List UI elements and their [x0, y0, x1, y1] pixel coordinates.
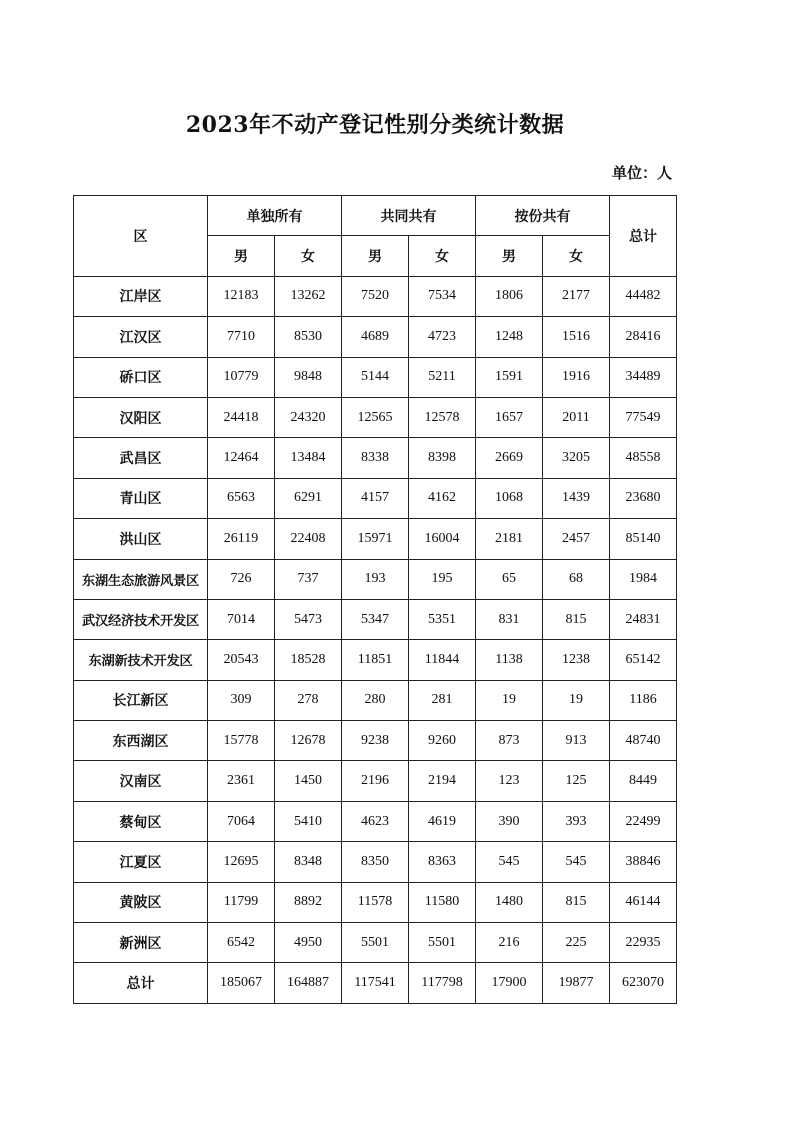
cell-share-male: 2669 [476, 438, 543, 478]
cell-sole-female: 8530 [275, 317, 342, 357]
cell-share-male: 216 [476, 923, 543, 963]
cell-sole-male: 20543 [208, 640, 275, 680]
table-row [74, 721, 677, 761]
cell-joint-male: 11578 [342, 882, 409, 922]
table-row [74, 882, 677, 922]
cell-joint-female: 4619 [409, 801, 476, 841]
cell-sole-female: 18528 [275, 640, 342, 680]
cell-share-male: 390 [476, 801, 543, 841]
district-name: 新洲区 [74, 923, 208, 963]
cell-share-male: 123 [476, 761, 543, 801]
cell-joint-female: 5211 [409, 357, 476, 397]
table-row [74, 801, 677, 841]
cell-sole-male: 2361 [208, 761, 275, 801]
cell-total: 46144 [610, 882, 677, 922]
cell-share-female: 1516 [543, 317, 610, 357]
district-name: 东湖生态旅游风景区 [74, 559, 208, 599]
cell-joint-male: 5501 [342, 923, 409, 963]
cell-joint-female: 5351 [409, 599, 476, 639]
cell-sole-male: 11799 [208, 882, 275, 922]
cell-share-male: 1138 [476, 640, 543, 680]
table-row [74, 842, 677, 882]
cell-share-female: 815 [543, 599, 610, 639]
cell-total: 8449 [610, 761, 677, 801]
cell-share-female: 913 [543, 721, 610, 761]
cell-joint-female: 11580 [409, 882, 476, 922]
cell-share-female: 2011 [543, 397, 610, 437]
cell-joint-female: 8363 [409, 842, 476, 882]
cell-joint-female: 9260 [409, 721, 476, 761]
cell-share-male: 65 [476, 559, 543, 599]
cell-joint-male: 117541 [342, 963, 409, 1003]
district-name: 黄陂区 [74, 882, 208, 922]
cell-share-female: 1439 [543, 478, 610, 518]
cell-joint-female: 16004 [409, 519, 476, 559]
header-row-1 [74, 196, 677, 236]
header-joint-ownership: 共同共有 [342, 196, 476, 236]
district-name: 武昌区 [74, 438, 208, 478]
cell-sole-male: 24418 [208, 397, 275, 437]
cell-sole-female: 1450 [275, 761, 342, 801]
table-row [74, 438, 677, 478]
cell-share-female: 1916 [543, 357, 610, 397]
cell-share-female: 2177 [543, 276, 610, 316]
header-male: 男 [208, 236, 275, 276]
cell-sole-female: 6291 [275, 478, 342, 518]
cell-share-female: 393 [543, 801, 610, 841]
cell-sole-male: 12464 [208, 438, 275, 478]
cell-joint-male: 4689 [342, 317, 409, 357]
cell-sole-female: 5410 [275, 801, 342, 841]
cell-joint-female: 5501 [409, 923, 476, 963]
cell-joint-male: 2196 [342, 761, 409, 801]
district-name: 硚口区 [74, 357, 208, 397]
district-name: 洪山区 [74, 519, 208, 559]
district-name: 青山区 [74, 478, 208, 518]
cell-share-male: 19 [476, 680, 543, 720]
district-name: 长江新区 [74, 680, 208, 720]
cell-joint-male: 280 [342, 680, 409, 720]
cell-sole-female: 22408 [275, 519, 342, 559]
cell-joint-male: 12565 [342, 397, 409, 437]
cell-share-male: 1068 [476, 478, 543, 518]
table-row [74, 599, 677, 639]
table-row [74, 357, 677, 397]
cell-sole-male: 6563 [208, 478, 275, 518]
cell-total: 77549 [610, 397, 677, 437]
table-body [74, 276, 677, 1003]
cell-sole-female: 4950 [275, 923, 342, 963]
cell-share-male: 545 [476, 842, 543, 882]
cell-share-male: 1480 [476, 882, 543, 922]
cell-share-male: 873 [476, 721, 543, 761]
cell-sole-female: 737 [275, 559, 342, 599]
cell-share-female: 19877 [543, 963, 610, 1003]
cell-total: 48740 [610, 721, 677, 761]
cell-joint-male: 4157 [342, 478, 409, 518]
cell-sole-female: 9848 [275, 357, 342, 397]
header-district: 区 [74, 196, 208, 277]
cell-total: 65142 [610, 640, 677, 680]
cell-sole-female: 5473 [275, 599, 342, 639]
cell-sole-male: 12695 [208, 842, 275, 882]
header-total: 总计 [610, 196, 677, 277]
header-male: 男 [342, 236, 409, 276]
cell-joint-male: 9238 [342, 721, 409, 761]
cell-share-female: 125 [543, 761, 610, 801]
cell-joint-male: 8338 [342, 438, 409, 478]
header-male: 男 [476, 236, 543, 276]
cell-sole-female: 13262 [275, 276, 342, 316]
table-row [74, 761, 677, 801]
cell-share-female: 3205 [543, 438, 610, 478]
cell-total: 1186 [610, 680, 677, 720]
district-name: 江汉区 [74, 317, 208, 357]
cell-sole-male: 7064 [208, 801, 275, 841]
cell-sole-male: 12183 [208, 276, 275, 316]
cell-total: 48558 [610, 438, 677, 478]
cell-joint-male: 15971 [342, 519, 409, 559]
header-female: 女 [409, 236, 476, 276]
district-name: 江夏区 [74, 842, 208, 882]
district-name: 蔡甸区 [74, 801, 208, 841]
cell-share-female: 545 [543, 842, 610, 882]
cell-total: 23680 [610, 478, 677, 518]
table-row [74, 680, 677, 720]
cell-joint-male: 11851 [342, 640, 409, 680]
page-title: 2023年不动产登记性别分类统计数据 [185, 112, 565, 138]
cell-joint-male: 5144 [342, 357, 409, 397]
cell-share-male: 831 [476, 599, 543, 639]
cell-share-female: 1238 [543, 640, 610, 680]
table-row [74, 923, 677, 963]
cell-sole-male: 15778 [208, 721, 275, 761]
cell-total: 24831 [610, 599, 677, 639]
cell-joint-female: 12578 [409, 397, 476, 437]
cell-sole-female: 164887 [275, 963, 342, 1003]
district-name: 武汉经济技术开发区 [74, 599, 208, 639]
cell-joint-female: 7534 [409, 276, 476, 316]
cell-sole-male: 309 [208, 680, 275, 720]
cell-share-male: 1248 [476, 317, 543, 357]
cell-joint-female: 2194 [409, 761, 476, 801]
cell-total: 22935 [610, 923, 677, 963]
cell-total: 22499 [610, 801, 677, 841]
cell-share-male: 17900 [476, 963, 543, 1003]
district-name: 江岸区 [74, 276, 208, 316]
cell-sole-male: 7710 [208, 317, 275, 357]
cell-joint-female: 195 [409, 559, 476, 599]
cell-sole-female: 278 [275, 680, 342, 720]
district-name: 汉南区 [74, 761, 208, 801]
table-row [74, 640, 677, 680]
cell-sole-male: 7014 [208, 599, 275, 639]
header-sole-ownership: 单独所有 [208, 196, 342, 236]
unit-label: 单位：人 [611, 164, 672, 182]
cell-joint-female: 4723 [409, 317, 476, 357]
cell-joint-male: 7520 [342, 276, 409, 316]
table-row [74, 519, 677, 559]
cell-joint-female: 281 [409, 680, 476, 720]
header-female: 女 [543, 236, 610, 276]
cell-sole-male: 26119 [208, 519, 275, 559]
table-row [74, 478, 677, 518]
cell-total: 85140 [610, 519, 677, 559]
table-row [74, 559, 677, 599]
cell-share-male: 1657 [476, 397, 543, 437]
cell-joint-male: 4623 [342, 801, 409, 841]
cell-joint-male: 193 [342, 559, 409, 599]
cell-sole-male: 6542 [208, 923, 275, 963]
cell-share-female: 68 [543, 559, 610, 599]
table-row [74, 276, 677, 316]
table-row [74, 397, 677, 437]
district-name: 汉阳区 [74, 397, 208, 437]
district-name: 东湖新技术开发区 [74, 640, 208, 680]
cell-total: 38846 [610, 842, 677, 882]
cell-sole-male: 726 [208, 559, 275, 599]
cell-sole-male: 185067 [208, 963, 275, 1003]
cell-share-female: 19 [543, 680, 610, 720]
cell-total: 34489 [610, 357, 677, 397]
cell-sole-female: 24320 [275, 397, 342, 437]
cell-joint-female: 11844 [409, 640, 476, 680]
cell-sole-female: 12678 [275, 721, 342, 761]
cell-sole-female: 13484 [275, 438, 342, 478]
cell-total: 28416 [610, 317, 677, 357]
district-name: 东西湖区 [74, 721, 208, 761]
header-female: 女 [275, 236, 342, 276]
cell-joint-female: 117798 [409, 963, 476, 1003]
cell-share-male: 1806 [476, 276, 543, 316]
cell-sole-female: 8348 [275, 842, 342, 882]
cell-joint-female: 4162 [409, 478, 476, 518]
statistics-table [73, 195, 677, 1004]
cell-total: 623070 [610, 963, 677, 1003]
cell-share-female: 225 [543, 923, 610, 963]
cell-share-female: 815 [543, 882, 610, 922]
district-name: 总计 [74, 963, 208, 1003]
totals-row [74, 963, 677, 1003]
cell-share-male: 1591 [476, 357, 543, 397]
cell-sole-male: 10779 [208, 357, 275, 397]
cell-share-female: 2457 [543, 519, 610, 559]
cell-joint-male: 8350 [342, 842, 409, 882]
header-share-ownership: 按份共有 [476, 196, 610, 236]
cell-joint-female: 8398 [409, 438, 476, 478]
cell-joint-male: 5347 [342, 599, 409, 639]
cell-total: 1984 [610, 559, 677, 599]
cell-share-male: 2181 [476, 519, 543, 559]
cell-sole-female: 8892 [275, 882, 342, 922]
cell-total: 44482 [610, 276, 677, 316]
table-row [74, 317, 677, 357]
